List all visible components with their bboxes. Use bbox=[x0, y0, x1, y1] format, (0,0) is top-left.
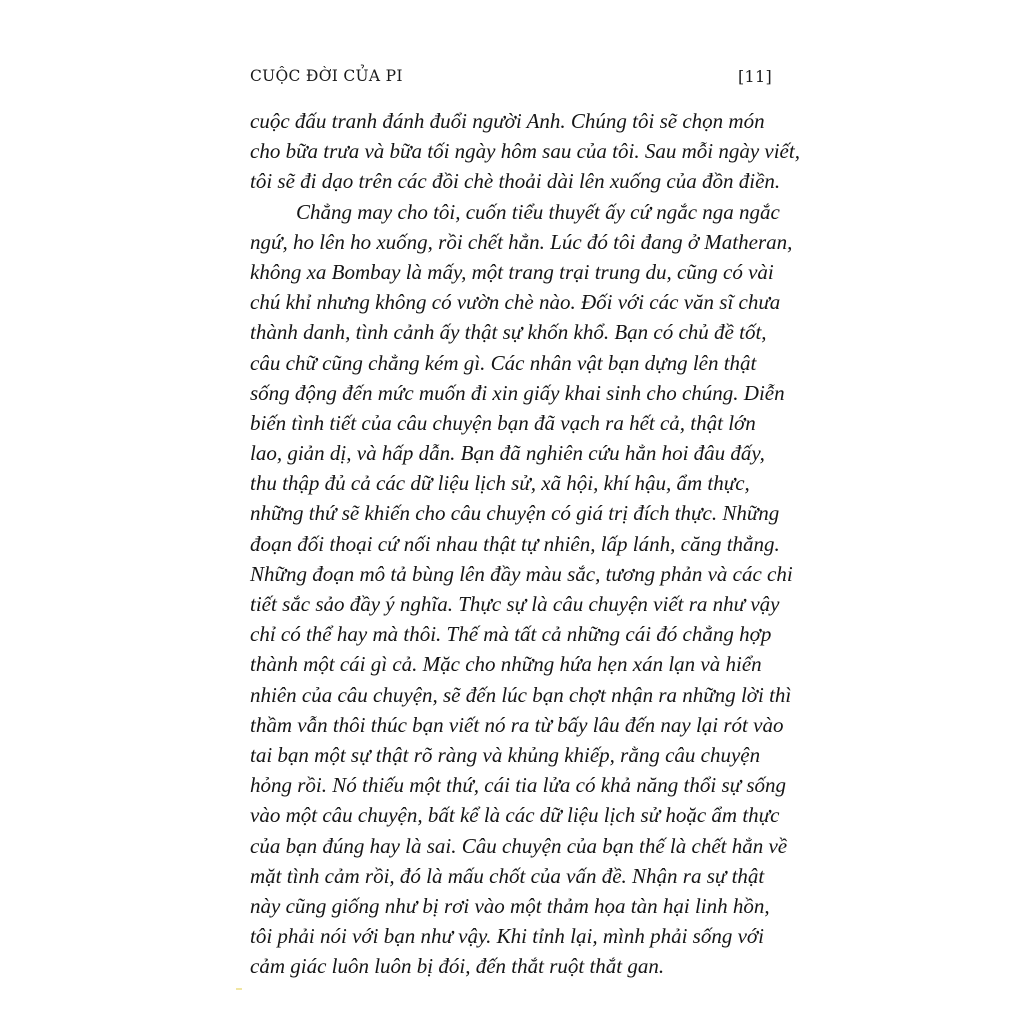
text-line: thầm vẫn thôi thúc bạn viết nó ra từ bấy lâu đến nay lại rót vào bbox=[250, 712, 784, 737]
text-line: tôi sẽ đi dạo trên các đồi chè thoải dài lên xuống của đồn điền. bbox=[250, 169, 781, 194]
text-line: nhiên của câu chuyện, sẽ đến lúc bạn chợt nhận ra những lời thì bbox=[250, 682, 792, 707]
text-line: đoạn đối thoại cứ nối nhau thật tự nhiên, lấp lánh, căng thẳng. bbox=[250, 531, 780, 556]
text-line: thành danh, tình cảnh ấy thật sự khốn khổ. Bạn có chủ đề tốt, bbox=[250, 320, 767, 345]
text-line: tai bạn một sự thật rõ ràng và khủng khiếp, rằng câu chuyện bbox=[250, 742, 761, 767]
text-line: tôi phải nói với bạn như vậy. Khi tỉnh lại, mình phải sống với bbox=[250, 924, 764, 949]
text-line: câu chữ cũng chẳng kém gì. Các nhân vật bạn dựng lên thật bbox=[250, 350, 757, 375]
book-title: CUỘC ĐỜI CỦA PI bbox=[250, 67, 403, 85]
text-line: chú khỉ nhưng không có vườn chè nào. Đối với các văn sĩ chưa bbox=[250, 290, 781, 315]
text-line: biến tình tiết của câu chuyện bạn đã vạch ra hết cả, thật lớn bbox=[250, 410, 756, 435]
page-number: [11] bbox=[737, 66, 772, 86]
text-line: của bạn đúng hay là sai. Câu chuyện của bạn thế là chết hẳn về bbox=[250, 833, 788, 858]
body-text bbox=[250, 106, 800, 981]
paper-speck bbox=[236, 988, 242, 990]
text-line: Những đoạn mô tả bùng lên đầy màu sắc, tương phản và các chi bbox=[250, 561, 793, 586]
text-line: cảm giác luôn luôn bị đói, đến thắt ruột thắt gan. bbox=[250, 954, 665, 979]
text-line: ngứ, ho lên ho xuống, rồi chết hẳn. Lúc đó tôi đang ở Matheran, bbox=[250, 229, 793, 254]
text-line: cuộc đấu tranh đánh đuổi người Anh. Chúng tôi sẽ chọn món bbox=[250, 109, 765, 133]
text-line: này cũng giống như bị rơi vào một thảm họa tàn hại linh hồn, bbox=[250, 893, 770, 918]
running-header bbox=[250, 62, 772, 90]
text-line: cho bữa trưa và bữa tối ngày hôm sau của tôi. Sau mỗi ngày viết, bbox=[250, 139, 800, 164]
text-line: thu thập đủ cả các dữ liệu lịch sử, xã hội, khí hậu, ẩm thực, bbox=[250, 471, 750, 496]
text-line: thành một cái gì cả. Mặc cho những hứa hẹn xán lạn và hiển bbox=[250, 652, 762, 677]
text-line: tiết sắc sảo đầy ý nghĩa. Thực sự là câu chuyện viết ra như vậy bbox=[250, 592, 780, 616]
text-line: vào một câu chuyện, bất kể là các dữ liệu lịch sử hoặc ẩm thực bbox=[250, 803, 780, 828]
paragraph-first-line: Chẳng may cho tôi, cuốn tiểu thuyết ấy cứ ngắc nga ngắc bbox=[296, 199, 780, 224]
text-line: sống động đến mức muốn đi xin giấy khai sinh cho chúng. Diễn bbox=[250, 380, 785, 405]
text-line: không xa Bombay là mấy, một trang trại trung du, cũng có vài bbox=[250, 259, 774, 284]
text-line: hỏng rồi. Nó thiếu một thứ, cái tia lửa có khả năng thổi sự sống bbox=[250, 773, 787, 798]
text-line: chỉ có thể hay mà thôi. Thế mà tất cả những cái đó chẳng hợp bbox=[250, 622, 772, 647]
text-line: mặt tình cảm rồi, đó là mấu chốt của vấn đề. Nhận ra sự thật bbox=[250, 863, 765, 888]
text-line: những thứ sẽ khiến cho câu chuyện có giá trị đích thực. Những bbox=[250, 501, 780, 526]
text-line: lao, giản dị, và hấp dẫn. Bạn đã nghiên cứu hẳn hoi đâu đấy, bbox=[250, 441, 765, 466]
